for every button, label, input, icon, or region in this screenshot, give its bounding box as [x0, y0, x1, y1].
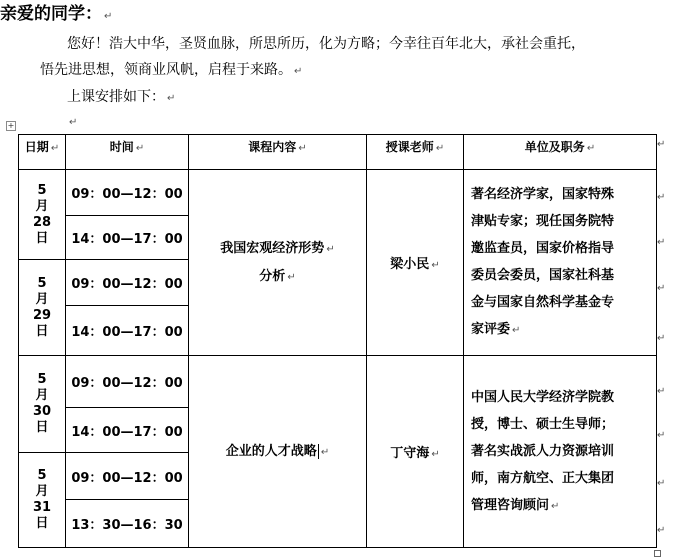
unit-cell: 中国人民大学经济学院教 授，博士、硕士生导师； 著名实战派人力资源培训 师，南方航空、正大集团 管理咨询顾问 ↵	[464, 356, 657, 548]
header-date: 日期 ↵	[19, 135, 66, 170]
date-cell: 5 月 28 日	[19, 170, 66, 260]
row-end-mark: ↵	[657, 386, 666, 397]
date-cell: 5 月 30 日	[19, 356, 66, 453]
greeting-heading: 亲爱的同学： ↵	[0, 4, 113, 24]
course-cell: 我国宏观经济形势 ↵ 分析 ↵	[189, 170, 367, 356]
course-cell: 企业的人才战略 ↵	[189, 356, 367, 548]
table-row	[19, 356, 657, 408]
row-end-mark: ↵	[657, 525, 666, 536]
intro-paragraph: 您好！浩大中华，圣贤血脉，所思所历，化为方略；今幸往百年北大，承社会重托，	[67, 36, 585, 52]
time-cell: 09：00—12：00	[66, 170, 189, 216]
date-cell: 5 月 31 日	[19, 453, 66, 548]
time-cell: 14：00—17：00	[66, 408, 189, 453]
schedule-table	[18, 134, 657, 548]
time-cell: 13：30—16：30	[66, 500, 189, 548]
intro-paragraph-cont: 悟先进思想，领商业风帆，启程于来路。 ↵	[40, 62, 303, 78]
row-end-mark: ↵	[657, 478, 666, 489]
header-time: 时间 ↵	[66, 135, 189, 170]
header-course: 课程内容 ↵	[189, 135, 367, 170]
unit-cell: 著名经济学家，国家特殊 津贴专家；现任国务院特 邀监查员，国家价格指导 委员会委员，国家社科基 金与国家自然科学基金专 家评委 ↵	[464, 170, 657, 356]
table-header-row	[19, 135, 657, 170]
row-end-mark: ↵	[657, 333, 666, 344]
time-cell: 09：00—12：00	[66, 260, 189, 306]
row-end-mark: ↵	[657, 192, 666, 203]
row-end-mark: ↵	[657, 237, 666, 248]
teacher-cell: 丁守海 ↵	[367, 356, 464, 548]
row-end-mark: ↵	[657, 139, 666, 150]
date-cell: 5 月 29 日	[19, 260, 66, 356]
time-cell: 09：00—12：00	[66, 356, 189, 408]
time-cell: 14：00—17：00	[66, 216, 189, 260]
table-resize-handle[interactable]	[654, 550, 661, 557]
empty-paragraph: ↵	[69, 117, 78, 128]
teacher-cell: 梁小民 ↵	[367, 170, 464, 356]
text-cursor	[318, 444, 319, 459]
table-row	[19, 170, 657, 216]
header-unit: 单位及职务 ↵	[464, 135, 657, 170]
schedule-intro: 上课安排如下： ↵	[67, 89, 176, 105]
row-end-mark: ↵	[657, 430, 666, 441]
time-cell: 09：00—12：00	[66, 453, 189, 500]
time-cell: 14：00—17：00	[66, 306, 189, 356]
header-teacher: 授课老师 ↵	[367, 135, 464, 170]
table-move-handle-icon[interactable]: +	[7, 121, 15, 130]
row-end-mark: ↵	[657, 283, 666, 294]
